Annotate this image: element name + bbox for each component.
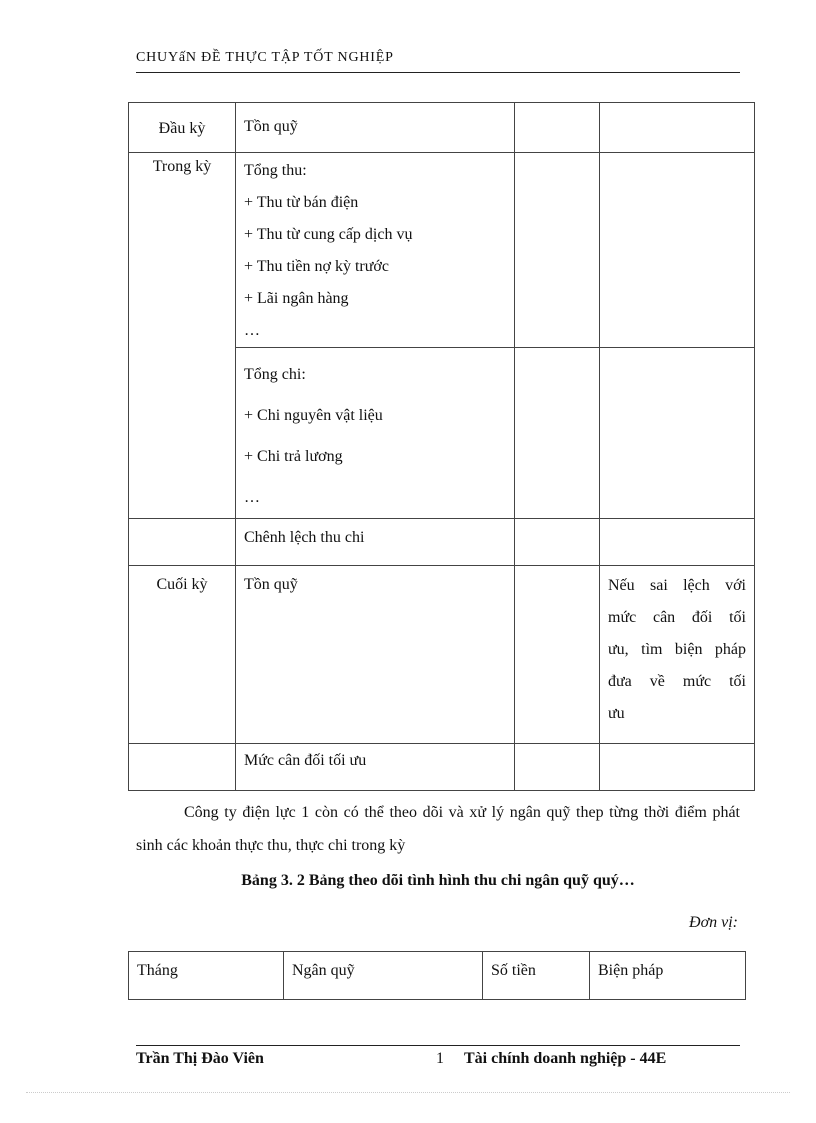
- table-row: [129, 153, 755, 348]
- item-line: Tổng chi:: [244, 366, 306, 383]
- item-line: Chênh lệch thu chi: [244, 529, 365, 546]
- item-line: …: [244, 322, 260, 339]
- column-header: Số tiền: [483, 952, 590, 1000]
- note-line: đưa về mức tối: [608, 673, 746, 690]
- period-cell: [129, 519, 236, 566]
- table-row: [129, 744, 755, 791]
- note-line: ưu: [608, 705, 625, 722]
- table-row: [129, 103, 755, 153]
- period-cell: [129, 566, 236, 744]
- note-cell: [600, 519, 755, 566]
- column-header: Ngân quỹ: [284, 952, 483, 1000]
- note-cell: [600, 153, 755, 348]
- period-label: Cuối kỳ: [156, 576, 208, 593]
- note-line: Nếu sai lệch với: [608, 577, 746, 594]
- item-cell: [236, 153, 515, 348]
- unit-label: Đơn vị:: [689, 914, 738, 931]
- table-caption: Bảng 3. 2 Bảng theo dõi tình hình thu chi ngân quỹ quý…: [241, 872, 635, 889]
- footer-author: Trần Thị Đào Viên: [136, 1050, 264, 1067]
- footer-divider: [136, 1045, 740, 1046]
- item-line: + Chi trả lương: [244, 448, 343, 465]
- note-cell: [600, 103, 755, 153]
- item-line: + Thu từ cung cấp dịch vụ: [244, 226, 413, 243]
- item-line: Tổng thu:: [244, 162, 307, 179]
- amount-cell: [515, 348, 600, 519]
- period-cell: [129, 153, 236, 519]
- item-line: Mức cân đối tối ưu: [244, 752, 367, 769]
- item-cell: [236, 566, 515, 744]
- period-cell: [129, 744, 236, 791]
- amount-cell: [515, 744, 600, 791]
- item-cell: [236, 103, 515, 153]
- item-line: + Thu từ bán điện: [244, 194, 359, 211]
- table-row: [129, 566, 755, 744]
- cash-flow-table: [128, 102, 755, 791]
- item-line: + Lãi ngân hàng: [244, 290, 349, 307]
- table-row: [129, 519, 755, 566]
- period-cell: [129, 103, 236, 153]
- item-cell: [236, 744, 515, 791]
- page-number: 1: [436, 1050, 444, 1067]
- note-cell: [600, 348, 755, 519]
- body-paragraph: Công ty điện lực 1 còn có thể theo dõi và xử lý ngân quỹ thep từng thời điểm phát sinh các khoản thực thu, thực chi trong kỳ: [136, 804, 740, 854]
- footer-course: Tài chính doanh nghiệp - 44E: [464, 1050, 667, 1067]
- adjustment-note: [600, 566, 754, 730]
- note-cell: [600, 744, 755, 791]
- column-header: Biện pháp: [590, 952, 746, 1000]
- document-header: [136, 50, 740, 73]
- item-line: Tồn quỹ: [244, 576, 298, 593]
- item-cell: [236, 348, 515, 519]
- item-line: Tồn quỹ: [244, 118, 298, 135]
- period-label: Đầu kỳ: [158, 120, 206, 137]
- item-cell: [236, 519, 515, 566]
- amount-cell: [515, 153, 600, 348]
- note-line: mức cân đối tối: [608, 609, 746, 626]
- column-header: Tháng: [129, 952, 284, 1000]
- header-title: CHUYấN ĐỀ THỰC TẬP TỐT NGHIỆP: [136, 50, 394, 65]
- amount-cell: [515, 519, 600, 566]
- tracking-table: [128, 951, 746, 1000]
- item-line: + Thu tiền nợ kỳ trước: [244, 258, 389, 275]
- item-line: + Chi nguyên vật liệu: [244, 407, 383, 424]
- note-cell: [600, 566, 755, 744]
- item-line: …: [244, 489, 260, 506]
- period-label: Trong kỳ: [152, 158, 212, 175]
- page-edge: [26, 1092, 790, 1093]
- note-line: ưu, tìm biện pháp: [608, 641, 746, 658]
- table-header-row: [129, 952, 746, 1000]
- amount-cell: [515, 103, 600, 153]
- amount-cell: [515, 566, 600, 744]
